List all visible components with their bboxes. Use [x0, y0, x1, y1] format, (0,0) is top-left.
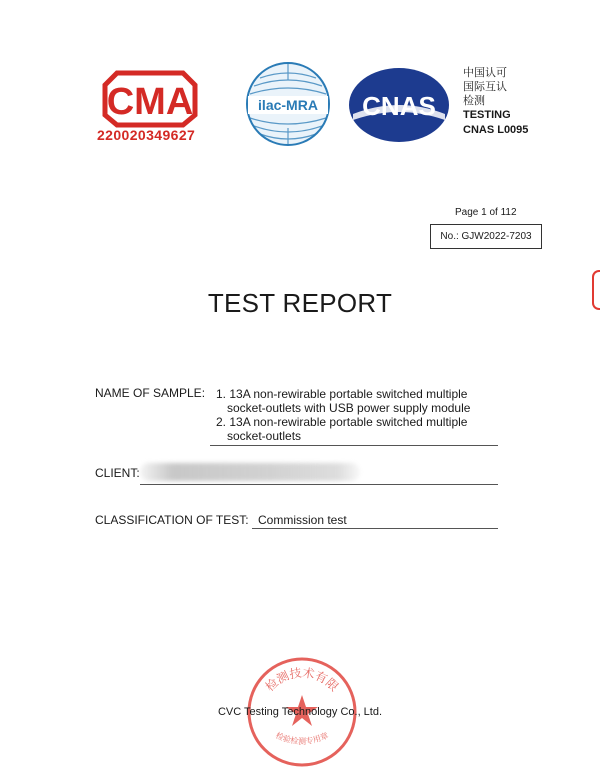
cnas-testing-label: TESTING — [463, 109, 511, 121]
report-number-box: No.: GJW2022-7203 — [430, 224, 542, 249]
classification-label: CLASSIFICATION OF TEST: — [95, 513, 249, 527]
classification-value: Commission test — [258, 513, 347, 527]
report-title: TEST REPORT — [207, 288, 393, 318]
client-label: CLIENT: — [95, 466, 140, 480]
classification-underline — [252, 528, 498, 529]
cnas-code: CNAS L0095 — [463, 124, 529, 136]
cnas-line-1: 中国认可 — [463, 67, 507, 79]
client-redacted — [140, 463, 360, 481]
company-name: CVC Testing Technology Co., Ltd. — [217, 706, 383, 718]
cnas-line-3: 检测 — [463, 95, 485, 107]
edge-tab-icon — [592, 270, 600, 310]
cma-logo-text: CMA — [106, 81, 194, 123]
sample-underline — [210, 445, 498, 446]
cma-certificate-number: 220020349627 — [97, 127, 196, 143]
ilac-mra-logo — [244, 60, 332, 148]
cnas-logo — [347, 66, 451, 144]
client-underline — [140, 484, 498, 485]
sample-label: NAME OF SAMPLE: — [95, 386, 206, 400]
svg-text:检测技术有限 — [262, 665, 341, 694]
cnas-accreditation-text — [463, 66, 528, 138]
sample-line-2: socket-outlets with USB power supply module — [227, 401, 471, 415]
cnas-logo-text: CNAS — [362, 91, 436, 121]
stamp-bottom-text: 检验检测专用章 — [274, 730, 330, 746]
page-indicator: Page 1 of 112 — [455, 207, 517, 218]
sample-line-1: 1. 13A non-rewirable portable switched multiple — [216, 387, 468, 401]
ilac-logo-text: ilac-MRA — [258, 97, 318, 113]
stamp-top-text: 检测技术有限 — [262, 665, 342, 695]
cnas-line-2: 国际互认 — [463, 81, 507, 93]
svg-text:检验检测专用章 — [274, 730, 330, 746]
sample-value — [216, 387, 470, 443]
sample-line-3: 2. 13A non-rewirable portable switched multiple — [216, 415, 468, 429]
sample-line-4: socket-outlets — [227, 429, 302, 443]
